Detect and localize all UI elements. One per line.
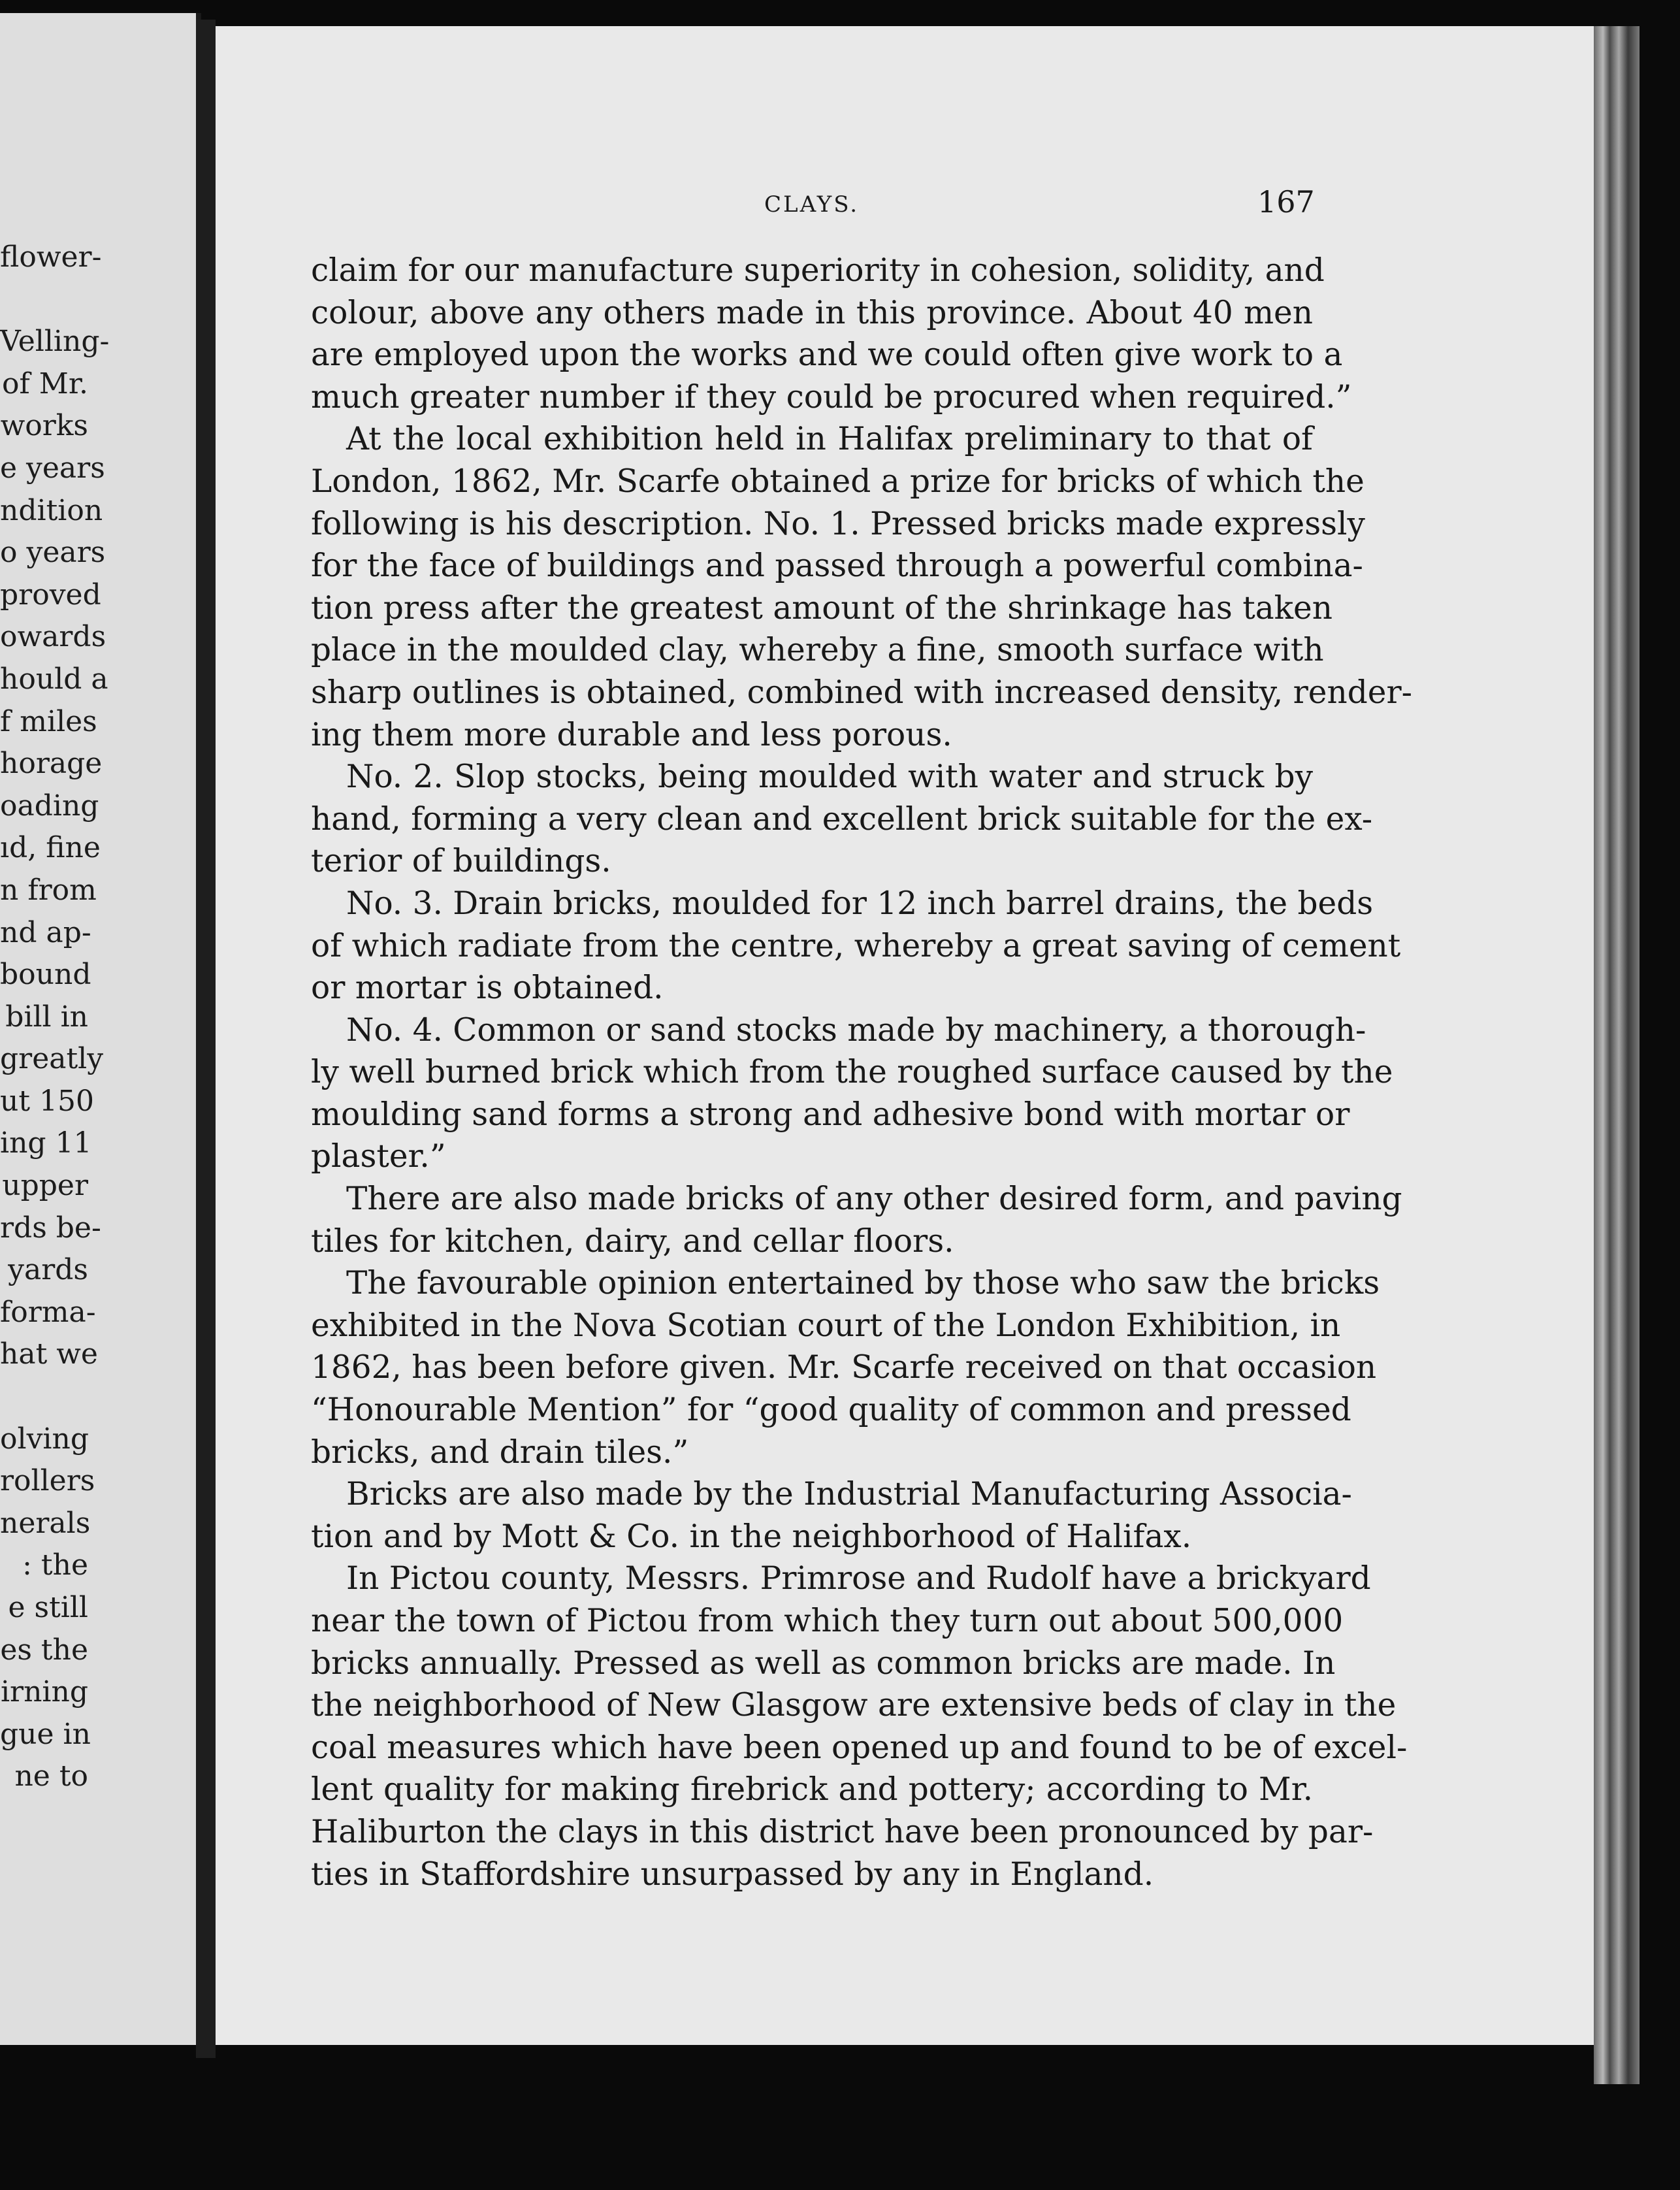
previous-page-line: nerals — [0, 1506, 91, 1540]
text-line: ing them more durable and less porous. — [311, 716, 952, 753]
text-line: tion and by Mott & Co. in the neighborhood of Halifax. — [311, 1518, 1192, 1555]
previous-page-line: f miles — [0, 704, 97, 738]
text-line: No. 3. Drain bricks, moulded for 12 inch barrel drains, the beds — [346, 885, 1374, 922]
previous-page-line: olving — [0, 1422, 89, 1456]
text-line: At the local exhibition held in Halifax preliminary to that of — [346, 421, 1313, 458]
previous-page-line-ends — [0, 237, 110, 1798]
text-line: the neighborhood of New Glasgow are extensive beds of clay in the — [311, 1687, 1397, 1724]
text-line: exhibited in the Nova Scotian court of the London Exhibition, in — [311, 1307, 1341, 1344]
previous-page-line: bill in — [5, 1000, 88, 1034]
previous-page-line: of Mr. — [2, 367, 88, 400]
text-line: coal measures which have been opened up and found to be of excel- — [311, 1729, 1408, 1766]
page-number: 167 — [1257, 184, 1315, 220]
text-line: following is his description. No. 1. Pressed bricks made expressly — [311, 505, 1365, 542]
text-line: ties in Staffordshire unsurpassed by any in England. — [311, 1855, 1154, 1893]
text-line: tion press after the greatest amount of the shrinkage has taken — [311, 589, 1333, 627]
previous-page-line: ne to — [14, 1759, 88, 1793]
previous-page-line: nd ap- — [0, 915, 91, 949]
text-line: bricks, and drain tiles.” — [311, 1433, 689, 1471]
previous-page-line: owards — [0, 620, 106, 654]
previous-page-line: rollers — [0, 1464, 95, 1498]
previous-page-line: hould a — [0, 662, 108, 696]
text-line: plaster.” — [311, 1138, 446, 1175]
previous-page-line — [0, 279, 88, 321]
previous-page-line: e still — [8, 1591, 88, 1624]
text-line: sharp outlines is obtained, combined with increased density, render- — [311, 674, 1413, 711]
text-line: terior of buildings. — [311, 843, 611, 880]
text-line: place in the moulded clay, whereby a fine, smooth surface with — [311, 632, 1324, 669]
previous-page-line: ing 11 — [0, 1126, 92, 1160]
text-line: much greater number if they could be procured when required.” — [311, 378, 1352, 416]
text-line: tiles for kitchen, dairy, and cellar floors. — [311, 1222, 954, 1260]
previous-page-line: Velling- — [0, 325, 110, 359]
previous-page-line: hat we — [0, 1337, 98, 1371]
text-line: No. 4. Common or sand stocks made by machinery, a thorough- — [346, 1011, 1366, 1049]
text-line: are employed upon the works and we could often give work to a — [311, 336, 1343, 374]
previous-page-line: horage — [0, 747, 103, 781]
previous-page-line: ıd, fine — [0, 831, 101, 865]
previous-page-line: ndition — [0, 493, 103, 527]
text-line: No. 2. Slop stocks, being moulded with water and struck by — [346, 759, 1313, 796]
text-line: for the face of buildings and passed through a powerful combina- — [311, 548, 1363, 585]
previous-page-line: es the — [0, 1633, 88, 1667]
previous-page-line: upper — [2, 1169, 88, 1203]
page-edges — [1594, 26, 1640, 2084]
text-line: Bricks are also made by the Industrial Manufacturing Associa- — [346, 1476, 1352, 1513]
previous-page-line — [0, 1376, 88, 1418]
text-line: In Pictou county, Messrs. Primrose and Rudolf have a brickyard — [346, 1560, 1371, 1597]
text-line: bricks annually. Pressed as well as common bricks are made. In — [311, 1644, 1336, 1682]
previous-page-line: ut 150 — [0, 1084, 94, 1118]
previous-page-line: o years — [0, 536, 106, 570]
previous-page-line: gue in — [0, 1717, 91, 1751]
text-line: or mortar is obtained. — [311, 970, 664, 1007]
page-body-text — [311, 250, 1413, 1895]
previous-page-line: forma- — [0, 1295, 96, 1329]
text-line: ly well burned brick which from the roughed surface caused by the — [311, 1054, 1393, 1091]
previous-page-line: bound — [0, 958, 91, 992]
text-line: hand, forming a very clean and excellent brick suitable for the ex- — [311, 800, 1373, 838]
running-header-title: CLAYS. — [764, 191, 860, 218]
previous-page-line: : the — [22, 1548, 88, 1582]
text-line: London, 1862, Mr. Scarfe obtained a prize for bricks of which the — [311, 463, 1365, 500]
previous-page-line: irning — [0, 1675, 88, 1709]
text-line: of which radiate from the centre, whereby a great saving of cement — [311, 927, 1401, 964]
previous-page-line: yards — [8, 1253, 88, 1287]
previous-page-line: proved — [0, 578, 101, 612]
text-line: The favourable opinion entertained by those who saw the bricks — [346, 1265, 1380, 1302]
text-line: lent quality for making firebrick and pottery; according to Mr. — [311, 1771, 1313, 1808]
previous-page-line: n from — [0, 873, 97, 907]
text-line: colour, above any others made in this province. About 40 men — [311, 294, 1313, 331]
text-line: moulding sand forms a strong and adhesive bond with mortar or — [311, 1096, 1350, 1133]
text-line: claim for our manufacture superiority in cohesion, solidity, and — [311, 252, 1325, 289]
previous-page-line: oading — [0, 789, 99, 823]
text-line: near the town of Pictou from which they turn out about 500,000 — [311, 1603, 1344, 1639]
previous-page-line: rds be- — [0, 1211, 101, 1245]
text-line: There are also made bricks of any other desired form, and paving — [346, 1181, 1402, 1218]
text-line: Haliburton the clays in this district have been pronounced by par- — [311, 1813, 1374, 1850]
text-line: “Honourable Mention” for “good quality of common and pressed — [311, 1392, 1351, 1429]
previous-page-line: greatly — [0, 1042, 104, 1076]
book-gutter — [196, 20, 216, 2058]
previous-page-line: works — [0, 409, 88, 443]
previous-page-line: flower- — [0, 240, 102, 274]
text-line: 1862, has been before given. Mr. Scarfe received on that occasion — [311, 1349, 1377, 1386]
previous-page-line: e years — [0, 451, 105, 485]
